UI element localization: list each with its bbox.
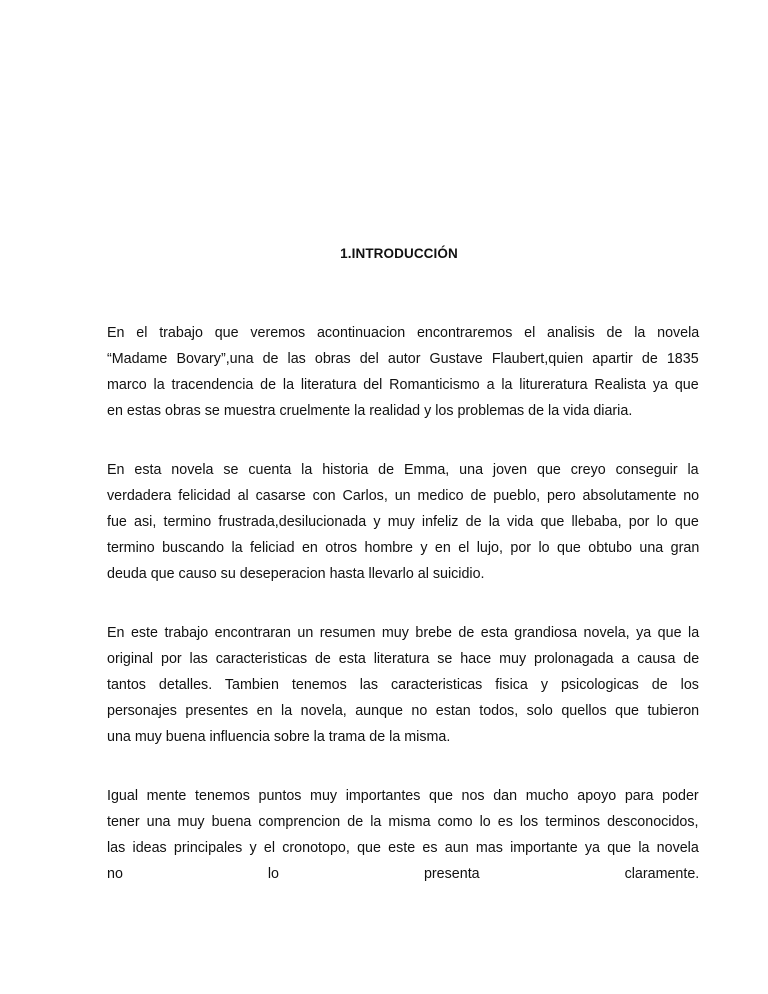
text-line: en estas obras se muestra cruelmente la realidad y los problemas de la vida diaria. — [107, 403, 633, 419]
text-line: tener una muy buena comprencion de la misma como lo es los terminos desconocidos, — [107, 814, 699, 830]
text-line: En el trabajo que veremos acontinuacion encontraremos el analisis de la novela — [107, 325, 700, 341]
section-title-text: 1.INTRODUCCIÓN — [340, 246, 458, 261]
text-line: tantos detalles. Tambien tenemos las caracteristicas fisica y psicologicas de los — [107, 677, 699, 693]
text-line: deuda que causo su deseperacion hasta llevarlo al suicidio. — [107, 566, 485, 582]
text-line: original por las caracteristicas de esta literatura se hace muy prolonagada a causa de — [107, 651, 700, 667]
paragraph-1 — [107, 320, 699, 424]
text-line: personajes presentes en la novela, aunque no estan todos, solo quellos que tubieron — [107, 703, 700, 719]
text-line: “Madame Bovary”,una de las obras del autor Gustave Flaubert,quien apartir de 1835 — [107, 351, 699, 367]
document-body — [107, 320, 699, 920]
text-line: En esta novela se cuenta la historia de Emma, una joven que creyo conseguir la — [107, 462, 699, 478]
section-title — [0, 246, 768, 261]
paragraph-3 — [107, 620, 699, 750]
text-line: una muy buena influencia sobre la trama de la misma. — [107, 729, 451, 745]
text-line: Igual mente tenemos puntos muy importantes que nos dan mucho apoyo para poder — [107, 788, 699, 804]
text-line: En este trabajo encontraran un resumen muy brebe de esta grandiosa novela, ya que la — [107, 625, 700, 641]
text-line: fue asi, termino frustrada,desilucionada y muy infeliz de la vida que llebaba, por lo que — [107, 514, 699, 530]
text-line: no lo presenta claramente. — [107, 866, 700, 882]
text-line: verdadera felicidad al casarse con Carlos, un medico de pueblo, pero absolutamente no — [107, 488, 700, 504]
paragraph-4 — [107, 783, 699, 887]
text-line: las ideas principales y el cronotopo, que este es aun mas importante ya que la novela — [107, 840, 699, 856]
text-line: termino buscando la feliciad en otros hombre y en el lujo, por lo que obtubo una gran — [107, 540, 700, 556]
text-line: marco la tracendencia de la literatura del Romanticismo a la litureratura Realista ya que — [107, 377, 699, 393]
paragraph-2 — [107, 457, 699, 587]
